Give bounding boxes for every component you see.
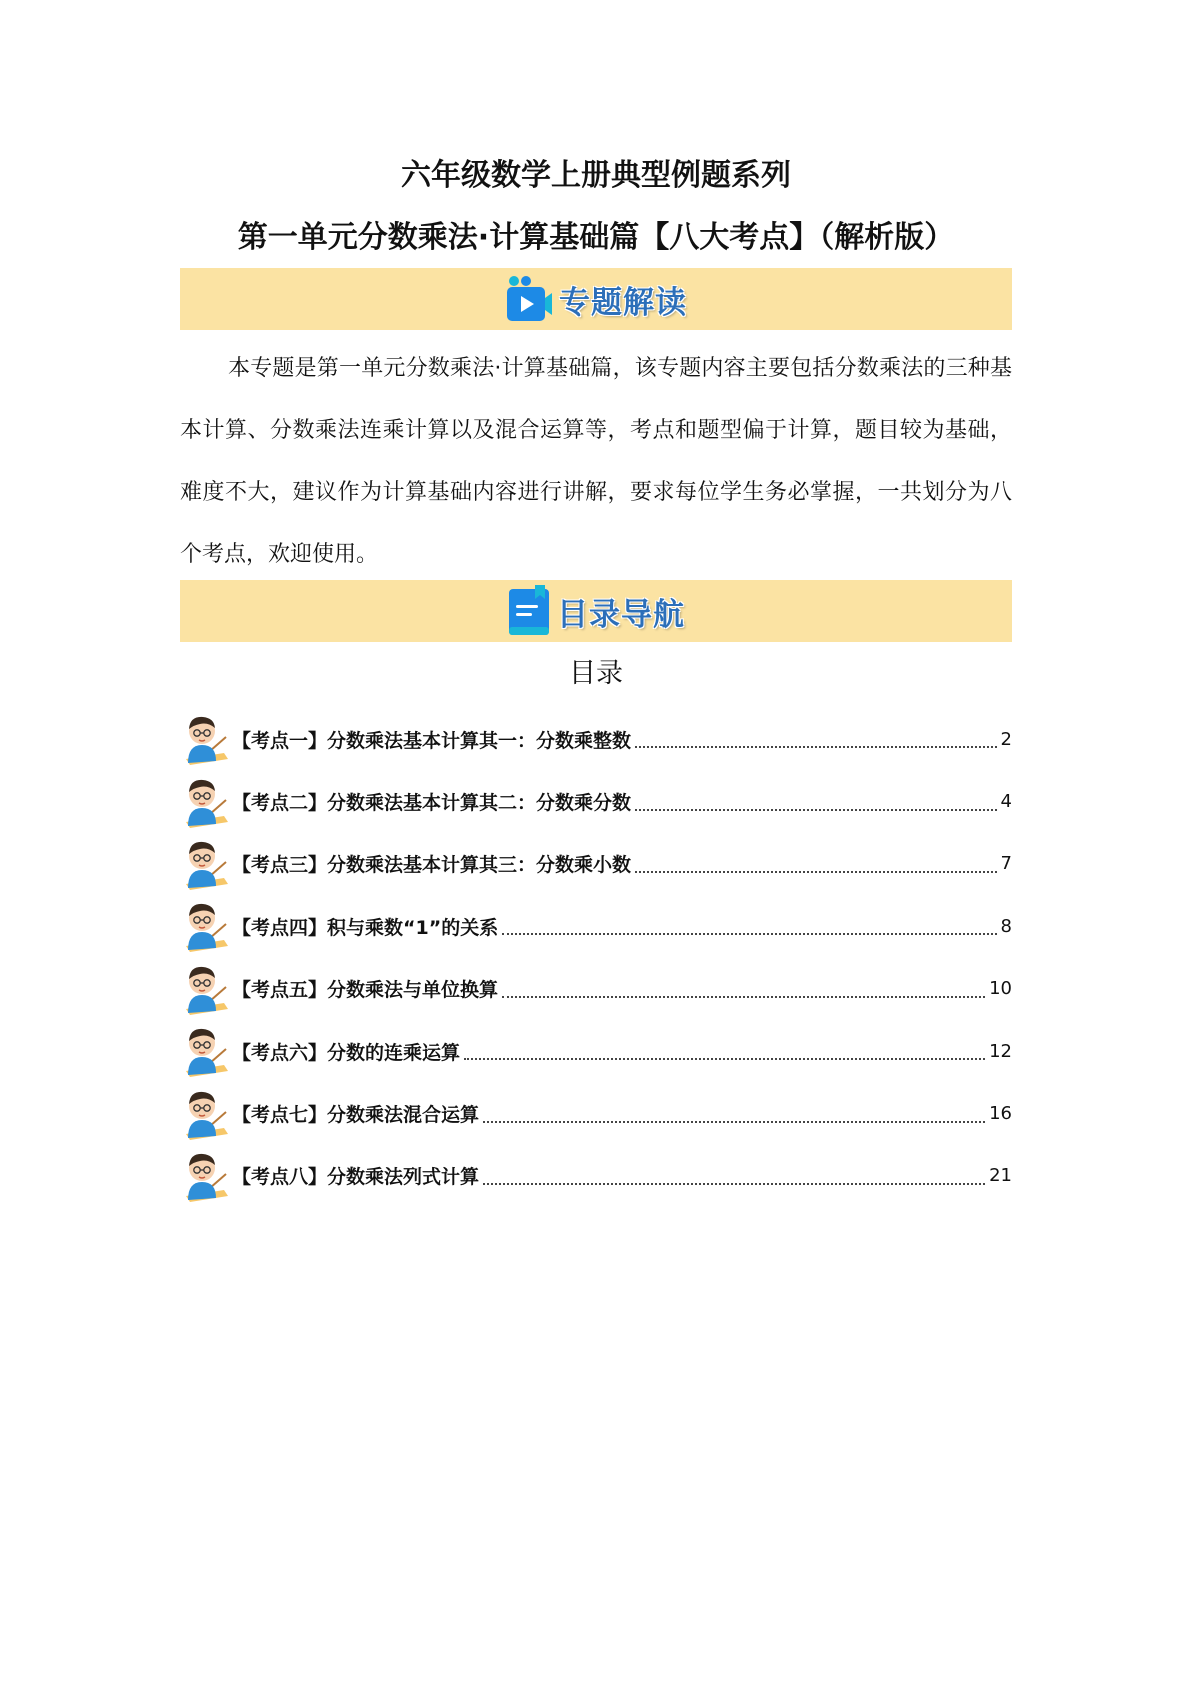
intro-banner-label: 专题解读 bbox=[559, 284, 687, 321]
toc-leader-dots bbox=[483, 1121, 985, 1123]
student-avatar-icon bbox=[180, 1148, 230, 1204]
video-play-icon bbox=[505, 274, 553, 324]
toc-page-number: 7 bbox=[1000, 853, 1012, 875]
toc-list bbox=[180, 708, 1012, 1207]
toc-page-number: 8 bbox=[1000, 915, 1012, 937]
toc-leader-dots bbox=[502, 933, 996, 935]
toc-entry[interactable] bbox=[180, 1020, 1012, 1082]
toc-leader-dots bbox=[464, 1058, 985, 1060]
student-avatar-icon bbox=[180, 961, 230, 1017]
toc-entry[interactable] bbox=[180, 1145, 1012, 1207]
toc-entry-label: 【考点一】分数乘法基本计算其一：分数乘整数 bbox=[232, 729, 632, 752]
toc-entry-label: 【考点八】分数乘法列式计算 bbox=[232, 1166, 480, 1189]
toc-entry-label: 【考点五】分数乘法与单位换算 bbox=[232, 979, 499, 1002]
toc-page-number: 10 bbox=[989, 978, 1012, 1000]
toc-entry[interactable] bbox=[180, 708, 1012, 770]
toc-entry-label: 【考点七】分数乘法混合运算 bbox=[232, 1104, 480, 1127]
toc-leader-dots bbox=[635, 746, 997, 748]
toc-entry-label: 【考点四】积与乘数“1”的关系 bbox=[232, 916, 499, 939]
toc-entry[interactable] bbox=[180, 1082, 1012, 1144]
toc-entry[interactable] bbox=[180, 895, 1012, 957]
student-avatar-icon bbox=[180, 898, 230, 954]
toc-leader-dots bbox=[483, 1183, 985, 1185]
toc-leader-dots bbox=[635, 809, 997, 811]
toc-entry[interactable] bbox=[180, 770, 1012, 832]
student-avatar-icon bbox=[180, 774, 230, 830]
document-title: 六年级数学上册典型例题系列 bbox=[401, 158, 791, 193]
student-avatar-icon bbox=[180, 836, 230, 892]
toc-page-number: 4 bbox=[1000, 791, 1012, 813]
toc-leader-dots bbox=[635, 871, 997, 873]
toc-page-number: 12 bbox=[989, 1040, 1012, 1062]
toc-banner bbox=[180, 580, 1012, 642]
toc-entry-label: 【考点六】分数的连乘运算 bbox=[232, 1041, 461, 1064]
student-avatar-icon bbox=[180, 711, 230, 767]
book-icon bbox=[507, 585, 551, 637]
student-avatar-icon bbox=[180, 1023, 230, 1079]
toc-entry[interactable] bbox=[180, 958, 1012, 1020]
toc-entry[interactable] bbox=[180, 833, 1012, 895]
toc-page-number: 16 bbox=[989, 1103, 1012, 1125]
intro-banner bbox=[180, 268, 1012, 330]
toc-page-number: 2 bbox=[1000, 728, 1012, 750]
toc-entry-label: 【考点二】分数乘法基本计算其二：分数乘分数 bbox=[232, 792, 632, 815]
student-avatar-icon bbox=[180, 1086, 230, 1142]
toc-entry-label: 【考点三】分数乘法基本计算其三：分数乘小数 bbox=[232, 854, 632, 877]
toc-heading: 目录 bbox=[569, 658, 623, 689]
document-subtitle: 第一单元分数乘法·计算基础篇【八大考点】（解析版） bbox=[237, 220, 955, 255]
toc-leader-dots bbox=[502, 996, 985, 998]
toc-banner-label: 目录导航 bbox=[557, 596, 685, 633]
toc-page-number: 21 bbox=[989, 1165, 1012, 1187]
intro-paragraph: 本专题是第一单元分数乘法·计算基础篇，该专题内容主要包括分数乘法的三种基本计算、分数乘法连乘计算以及混合运算等，考点和题型偏于计算，题目较为基础，难度不大，建议作为计算基础内容进行讲解，要求每位学生务必掌握，一共划分为八个考点，欢迎使用。 bbox=[180, 356, 1012, 567]
